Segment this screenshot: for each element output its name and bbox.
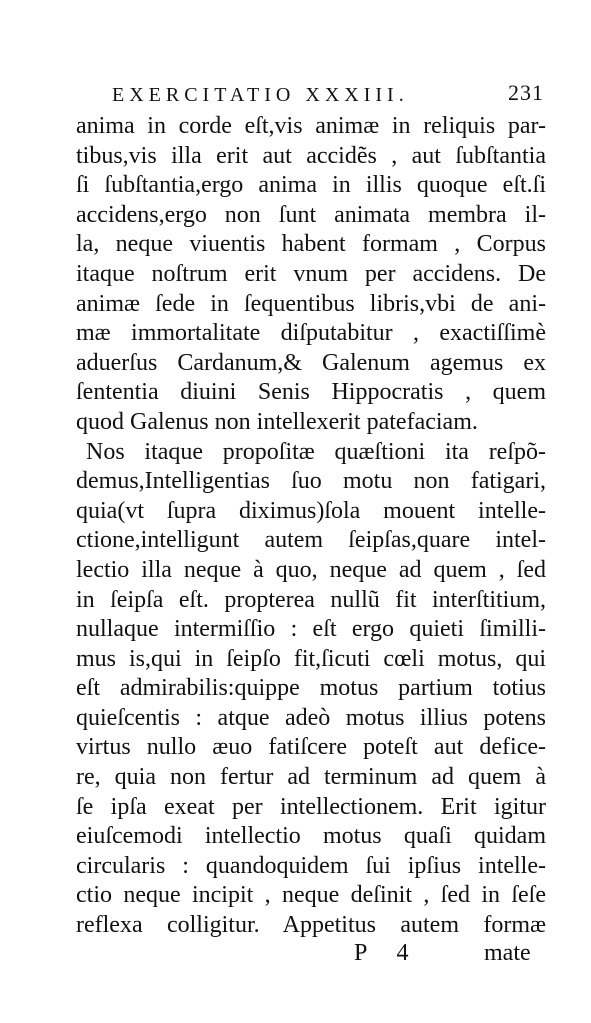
text-line: ſi ſubſtantia,ergo anima in illis quoque eſt.ſi: [76, 172, 546, 199]
body-text: [76, 112, 546, 941]
text-line: in ſeipſa eſt. propterea nullũ fit interſtitium,: [76, 586, 546, 613]
text-line: circularis : quandoquidem ſui ipſius intelle-: [76, 852, 546, 879]
text-line: ctione,intelligunt autem ſeipſas,quare intel-: [76, 527, 546, 554]
catchword: mate: [484, 940, 531, 966]
page-footer: [0, 940, 591, 972]
text-line: demus,Intelligentias ſuo motu non fatigari,: [76, 468, 546, 495]
text-line: virtus nullo æuo fatiſcere poteſt aut defice-: [76, 734, 546, 761]
text-line: quieſcentis : atque adeò motus illius potens: [76, 704, 546, 731]
text-line: mæ immortalitate diſputabitur , exactiſſimè: [76, 320, 546, 347]
text-line: mus is,qui in ſeipſo fit,ſicuti cœli motus, qui: [76, 645, 546, 672]
text-line: animæ ſede in ſequentibus libris,vbi de ani-: [76, 290, 546, 317]
signature-mark: P 4: [354, 940, 421, 966]
text-line: quia(vt ſupra diximus)ſola mouent intelle-: [76, 497, 546, 524]
running-header: [112, 80, 544, 107]
text-line: ſe ipſa exeat per intellectionem. Erit igitur: [76, 793, 546, 820]
text-line: eiuſcemodi intellectio motus quaſi quidam: [76, 823, 546, 850]
page-number: 231: [508, 80, 544, 105]
text-line: anima in corde eſt,vis animæ in reliquis par-: [76, 113, 546, 139]
text-line: accidens,ergo non ſunt animata membra il-: [76, 201, 546, 228]
text-line: tibus,vis illa erit aut accidẽs , aut ſubſtantia: [76, 142, 546, 169]
text-line: eſt admirabilis:quippe motus partium totius: [76, 675, 546, 702]
text-line: aduerſus Cardanum,& Galenum agemus ex: [76, 349, 546, 376]
text-line: itaque noſtrum erit vnum per accidens. De: [76, 260, 546, 287]
text-line: la, neque viuentis habent formam , Corpus: [76, 231, 546, 258]
text-line: lectio illa neque à quo, neque ad quem , ſed: [76, 556, 546, 583]
text-line: ctio neque incipit , neque deſinit , ſed in ſeſe: [76, 882, 546, 909]
running-title: EXERCITATIO XXXIII.: [112, 84, 409, 106]
text-line: quod Galenus non intellexerit patefaciam.: [76, 408, 478, 435]
text-line: reflexa colligitur. Appetitus autem formæ: [76, 912, 546, 939]
text-line: ſententia diuini Senis Hippocratis , quem: [76, 379, 546, 406]
text-line: re, quia non fertur ad terminum ad quem à: [76, 764, 546, 791]
text-line: nullaque intermiſſio : eſt ergo quieti ſimilli-: [76, 616, 546, 643]
text-line: Nos itaque propoſitæ quæſtioni ita reſpõ-: [86, 438, 546, 465]
